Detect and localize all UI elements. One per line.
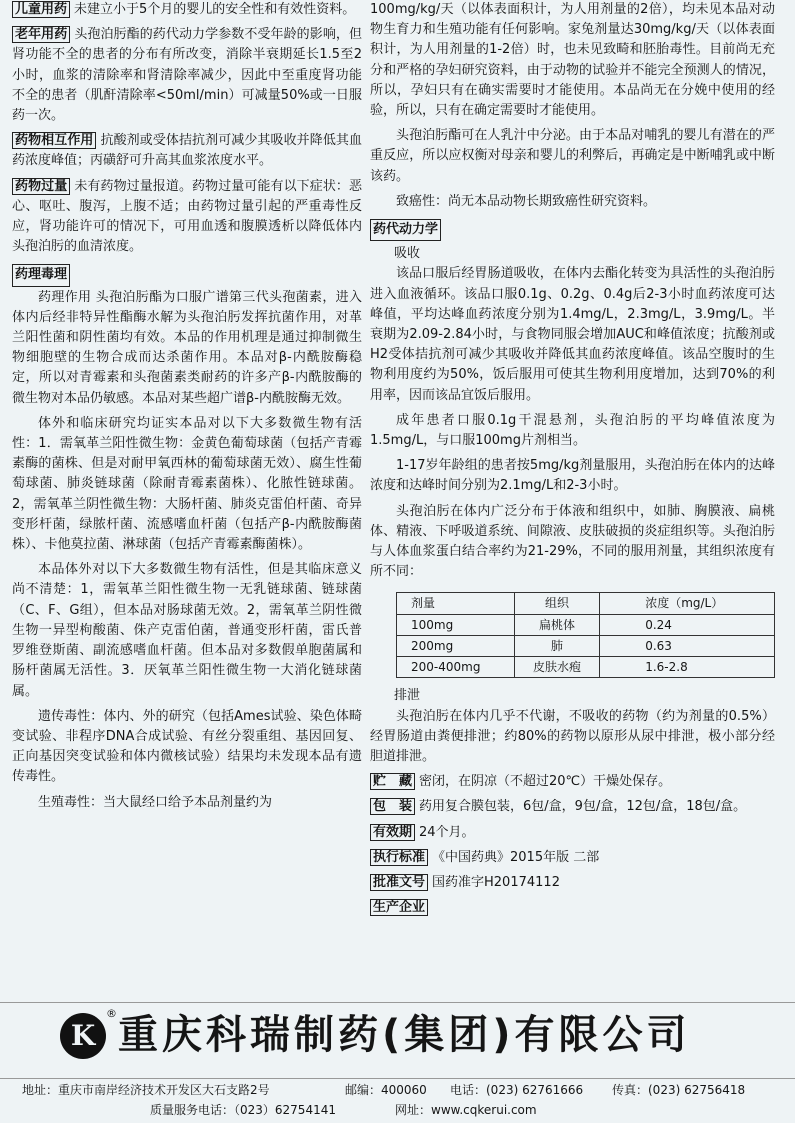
- section-label: 有效期: [370, 824, 415, 841]
- standard-section: [370, 848, 775, 868]
- subheading: 排泄: [394, 688, 421, 704]
- package-section: [370, 797, 775, 817]
- section-label: 生产企业: [370, 899, 428, 916]
- section-text: 24个月。: [419, 824, 475, 840]
- table-cell: 200mg: [397, 635, 515, 656]
- table-cell: 200-400mg: [397, 657, 515, 678]
- table-cell: 100mg: [397, 614, 515, 635]
- section-text: 抗酸剂或受体拮抗剂可减少其吸收并降低其血药浓度峰值；丙磺舒可升高其血浆浓度水平。: [12, 133, 362, 169]
- contact-footer: [0, 1078, 795, 1123]
- section-label: 药物相互作用: [12, 132, 96, 149]
- section-label: 包 装: [370, 798, 415, 815]
- paragraph: 本品体外对以下大多数微生物有活性，但是其临床意义尚不清楚：1，需氧革兰阳性微生物一无乳链球菌、链球菌（C、F、G组），但本品对肠球菌无效。2，需氧革兰阴性微生物一异型枸酸菌、侏产克雷伯菌，普通变形杆菌，雷氏普罗维登斯菌、副流感嗜血杆菌。但本品对多数假单胞菌属和肠杆菌属无活性。3．厌氧革兰阳性微生物一大消化链球菌属。: [12, 562, 362, 699]
- pharmacology-section: [12, 262, 362, 812]
- table-header: 浓度（mg/L）: [600, 593, 775, 614]
- registered-mark: ®: [106, 1007, 117, 1020]
- table-header: 组织: [514, 593, 599, 614]
- logo-letter: K: [70, 1019, 96, 1052]
- left-column: [12, 0, 362, 813]
- overdose-section: [12, 177, 362, 258]
- table-cell: 肺: [514, 635, 599, 656]
- table-cell: 1.6-2.8: [600, 657, 775, 678]
- subheading: 吸收: [394, 246, 421, 262]
- address: 地址：重庆市南岸经济技术开发区大石支路2号: [22, 1083, 270, 1097]
- quality-phone: 质量服务电话：（023）62754141: [150, 1103, 336, 1117]
- paragraph: 体外和临床研究均证实本品对以下大多数微生物有活性：1．需氧革兰阳性微生物：金黄色葡萄球菌（包括产青霉素酶的菌株、但是对耐甲氧西林的葡萄球菌无效）、腐生性葡萄球菌、肺炎链球菌（除耐青霉素菌株）、化脓性链球菌。2，需氧革兰阴性微生物：大肠杆菌、肺炎克雷伯杆菌、奇异变形杆菌，绿脓杆菌、流感嗜血杆菌（包括产β-内酰胺酶菌株）、卡他莫拉菌、淋球菌（包括产青霉素酶菌株）。: [12, 415, 362, 553]
- paragraph: 生殖毒性：当大鼠经口给予本品剂量约为: [38, 794, 273, 810]
- table-row: [397, 614, 775, 635]
- table-cell: 0.24: [600, 614, 775, 635]
- table-cell: 扁桃体: [514, 614, 599, 635]
- paragraph: 头孢泊肟在体内广泛分布于体液和组织中，如肺、胸膜液、扁桃体、精液、下呼吸道系统、间隙液、皮肤破损的炎症组织等。头孢泊肟与人体血浆蛋白结合率约为21-29%，不同的服用剂量，其组织浓度有所不同：: [370, 503, 775, 580]
- table-cell: 皮肤水疱: [514, 657, 599, 678]
- paragraph: 1-17岁年龄组的患者按5mg/kg剂量服用，头孢泊肟在体内的达峰浓度和达峰时间分别为2.1mg/L和2-3小时。: [370, 458, 775, 494]
- maker-section: [370, 898, 775, 918]
- company-name: 重庆科瑞制药(集团)有限公司: [118, 1012, 691, 1058]
- postcode: 邮编：400060: [345, 1083, 427, 1097]
- approval-section: [370, 873, 775, 893]
- section-label: 药物过量: [12, 178, 70, 195]
- section-label: 儿童用药: [12, 1, 70, 18]
- section-text: 密闭，在阴凉（不超过20℃）干燥处保存。: [419, 774, 672, 790]
- section-label: 贮 藏: [370, 773, 415, 790]
- concentration-table: [396, 592, 775, 678]
- table-cell: 0.63: [600, 635, 775, 656]
- section-label: 批准文号: [370, 874, 428, 891]
- child-section: [12, 0, 362, 20]
- section-text: 《中国药典》2015年版 二部: [432, 849, 600, 865]
- section-label: 老年用药: [12, 26, 70, 43]
- pharmacokinetics-section: [370, 217, 775, 767]
- table-row: [397, 635, 775, 656]
- phone: 电话：(023) 62761666: [450, 1083, 584, 1097]
- company-logo-icon: [60, 1007, 117, 1059]
- paragraph: 成年患者口服0.1g干混悬剂，头孢泊肟的平均峰值浓度为1.5mg/L，与口服100mg片剂相当。: [370, 412, 775, 449]
- section-text: 头孢泊肟酯的药代动力学参数不受年龄的影响，但肾功能不全的患者的分布有所改变，消除半衰期延长1.5至2小时，血浆的清除率和肾清除率减少，因此中至重度肾功能不全的患者（肌酐清除率<50ml/min）可减量50%或一日服药一次。: [12, 27, 362, 124]
- paragraph: 遗传毒性：体内、外的研究（包括Ames试验、染色体畸变试验、非程序DNA合成试验、有丝分裂重组、基因回复、正向基因突变试验和体内微核试验）结果均未发现本品有遗传毒性。: [12, 708, 362, 785]
- table-row: [397, 657, 775, 678]
- section-text: 未建立小于5个月的婴儿的安全性和有效性资料。: [74, 2, 356, 17]
- company-banner: [0, 1002, 795, 1077]
- storage-section: [370, 772, 775, 792]
- fax: 传真：(023) 62756418: [612, 1083, 746, 1097]
- paragraph: 100mg/kg/天（以体表面积计，为人用剂量的2倍），均未见本品对动物生育力和生殖功能有任何影响。家兔剂量达30mg/kg/天（以体表面积计，为人用剂量的1-2倍）时，也未见致畸和胚胎毒性。目前尚无充分和严格的孕妇研究资料，由于动物的试验并不能完全预测人的情况，所以，孕妇只有在确实需要时才能使用。本品尚无在分娩中使用的经验，所以，只有在确定需要时才能使用。: [370, 2, 775, 119]
- table-header: 剂量: [397, 593, 515, 614]
- section-label: 药代动力学: [370, 219, 441, 241]
- paragraph: 致癌性：尚无本品动物长期致癌性研究资料。: [396, 193, 657, 209]
- paragraph: 药理作用 头孢泊肟酯为口服广谱第三代头孢菌素，进入体内后经非特异性酯酶水解为头孢泊肟发挥抗菌作用，对革兰阳性菌和阴性菌均有效。本品的作用机理是通过抑制微生物细胞壁的生物合成而达杀菌作用。本品对β-内酰胺酶稳定，所以对青霉素和头孢菌素类耐药的许多产β-内酰胺酶的微生物对本品仍敏感。本品对某些超广谱β-内酰胺酶无效。: [12, 289, 362, 406]
- interaction-section: [12, 131, 362, 171]
- table-header-row: [397, 593, 775, 614]
- paragraph: 该品口服后经胃肠道吸收，在体内去酯化转变为具活性的头孢泊肟进入血液循环。该品口服0.1g、0.2g、0.4g后2-3小时血药浓度可达峰值，平均达峰血药浓度分别为1.4mg/L，2.3mg/L，3.9mg/L。半衰期为2.09-2.84小时，与食物同服会增加AUC和峰值浓度；抗酸剂或H2受体拮抗剂可减少其吸收并降低其血药浓度峰值。该品空腹时的生物利用度约为50%，饭后服用可使其生物利用度增加，达到70%的利用率，因而该品宜饭后服用。: [370, 266, 775, 403]
- section-text: 未有药物过量报道。药物过量可能有以下症状：恶心、呕吐、腹泻，上腹不适；由药物过量引起的严重毒性反应，肾功能许可的情况下，可用血透和腹膜透析以降低体内头孢泊肟的血清浓度。: [12, 178, 362, 255]
- paragraph: 头孢泊肟在体内几乎不代谢，不吸收的药物（约为剂量的0.5%）经胃肠道由粪便排泄；约80%的药物以原形从尿中排泄，极小部分经胆道排泄。: [370, 708, 775, 764]
- section-text: 国药准字H20174112: [432, 874, 560, 890]
- elderly-section: [12, 25, 362, 126]
- section-label: 执行标准: [370, 849, 428, 866]
- section-text: 药用复合膜包装，6包/盒，9包/盒，12包/盒，18包/盒。: [419, 799, 747, 815]
- validity-section: [370, 823, 775, 843]
- right-column: [370, 0, 775, 918]
- website: 网址：www.cqkerui.com: [395, 1103, 537, 1117]
- section-label: 药理毒理: [12, 264, 70, 286]
- paragraph: 头孢泊肟酯可在人乳汁中分泌。由于本品对哺乳的婴儿有潜在的严重反应，所以应权衡对母亲和婴儿的利弊后，再确定是中断哺乳或中断该药。: [370, 128, 775, 184]
